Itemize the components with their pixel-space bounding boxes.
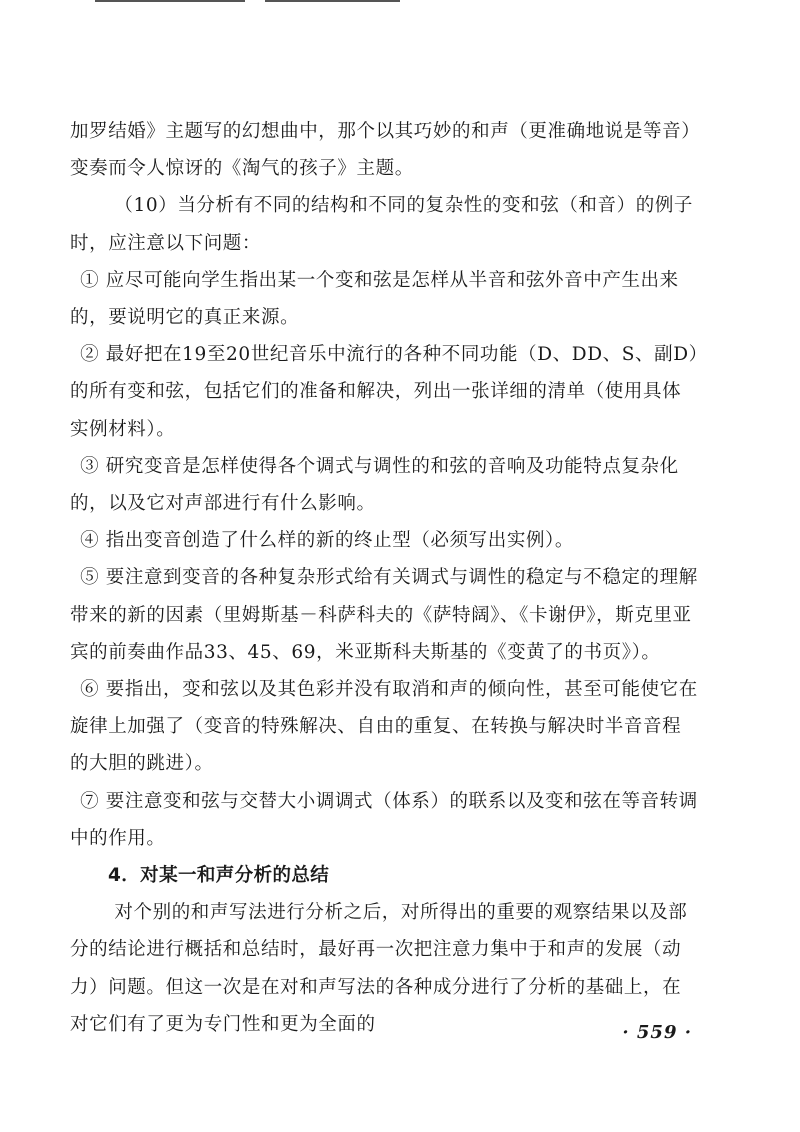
section-heading: 4．对某一和声分析的总结: [108, 865, 330, 887]
paragraph-item-10: （10）当分析有不同的结构和不同的复杂性的变和弦（和音）的例子时，应注意以下问题：: [70, 195, 694, 254]
paragraph-summary: 对个别的和声写法进行分析之后，对所得出的重要的观察结果以及部分的结论进行概括和总结时，最好再一次把注意力集中于和声的发展（动力）问题。但这一次是在对和声写法的各种成分进行了分析的基础上，在对它们有了更为专门性和更为全面的: [70, 902, 688, 1035]
list-item-7: ⑦ 要注意变和弦与交替大小调调式（体系）的联系以及变和弦在等音转调中的作用。: [70, 790, 698, 849]
list-item-4: ④ 指出变音创造了什么样的新的终止型（必须写出实例）。: [80, 530, 575, 552]
paragraph-continued: 加罗结婚》主题写的幻想曲中，那个以其巧妙的和声（更准确地说是等音）变奏而令人惊讶的《淘气的孩子》主题。: [70, 121, 692, 180]
list-item-5: ⑤ 要注意到变音的各种复杂形式给有关调式与调性的稳定与不稳定的理解带来的新的因素（里姆斯基－科萨科夫的《萨特阔》、《卡谢伊》，斯克里亚宾的前奏曲作品33、45、69，米亚斯科夫斯基的《变黄了的书页》）。: [70, 567, 698, 663]
top-rule-right: [265, 0, 400, 2]
list-item-2: ② 最好把在19至20世纪音乐中流行的各种不同功能（D、DD、S、副D）的所有变和弦，包括它们的准备和解决，列出一张详细的清单（使用具体实例材料）。: [70, 344, 699, 440]
list-item-6: ⑥ 要指出，变和弦以及其色彩并没有取消和声的倾向性，甚至可能使它在旋律上加强了（变音的特殊解决、自由的重复、在转换与解决时半音音程的大胆的跳进）。: [70, 679, 698, 775]
list-item-3: ③ 研究变音是怎样使得各个调式与调性的和弦的音响及功能特点复杂化的，以及它对声部进行有什么影响。: [70, 455, 679, 515]
page-body: [70, 113, 700, 1043]
top-rule-left: [95, 0, 245, 2]
page-number: · 559 ·: [622, 1022, 692, 1043]
list-item-1: ① 应尽可能向学生指出某一个变和弦是怎样从半音和弦外音中产生出来的，要说明它的真正来源。: [70, 269, 679, 329]
